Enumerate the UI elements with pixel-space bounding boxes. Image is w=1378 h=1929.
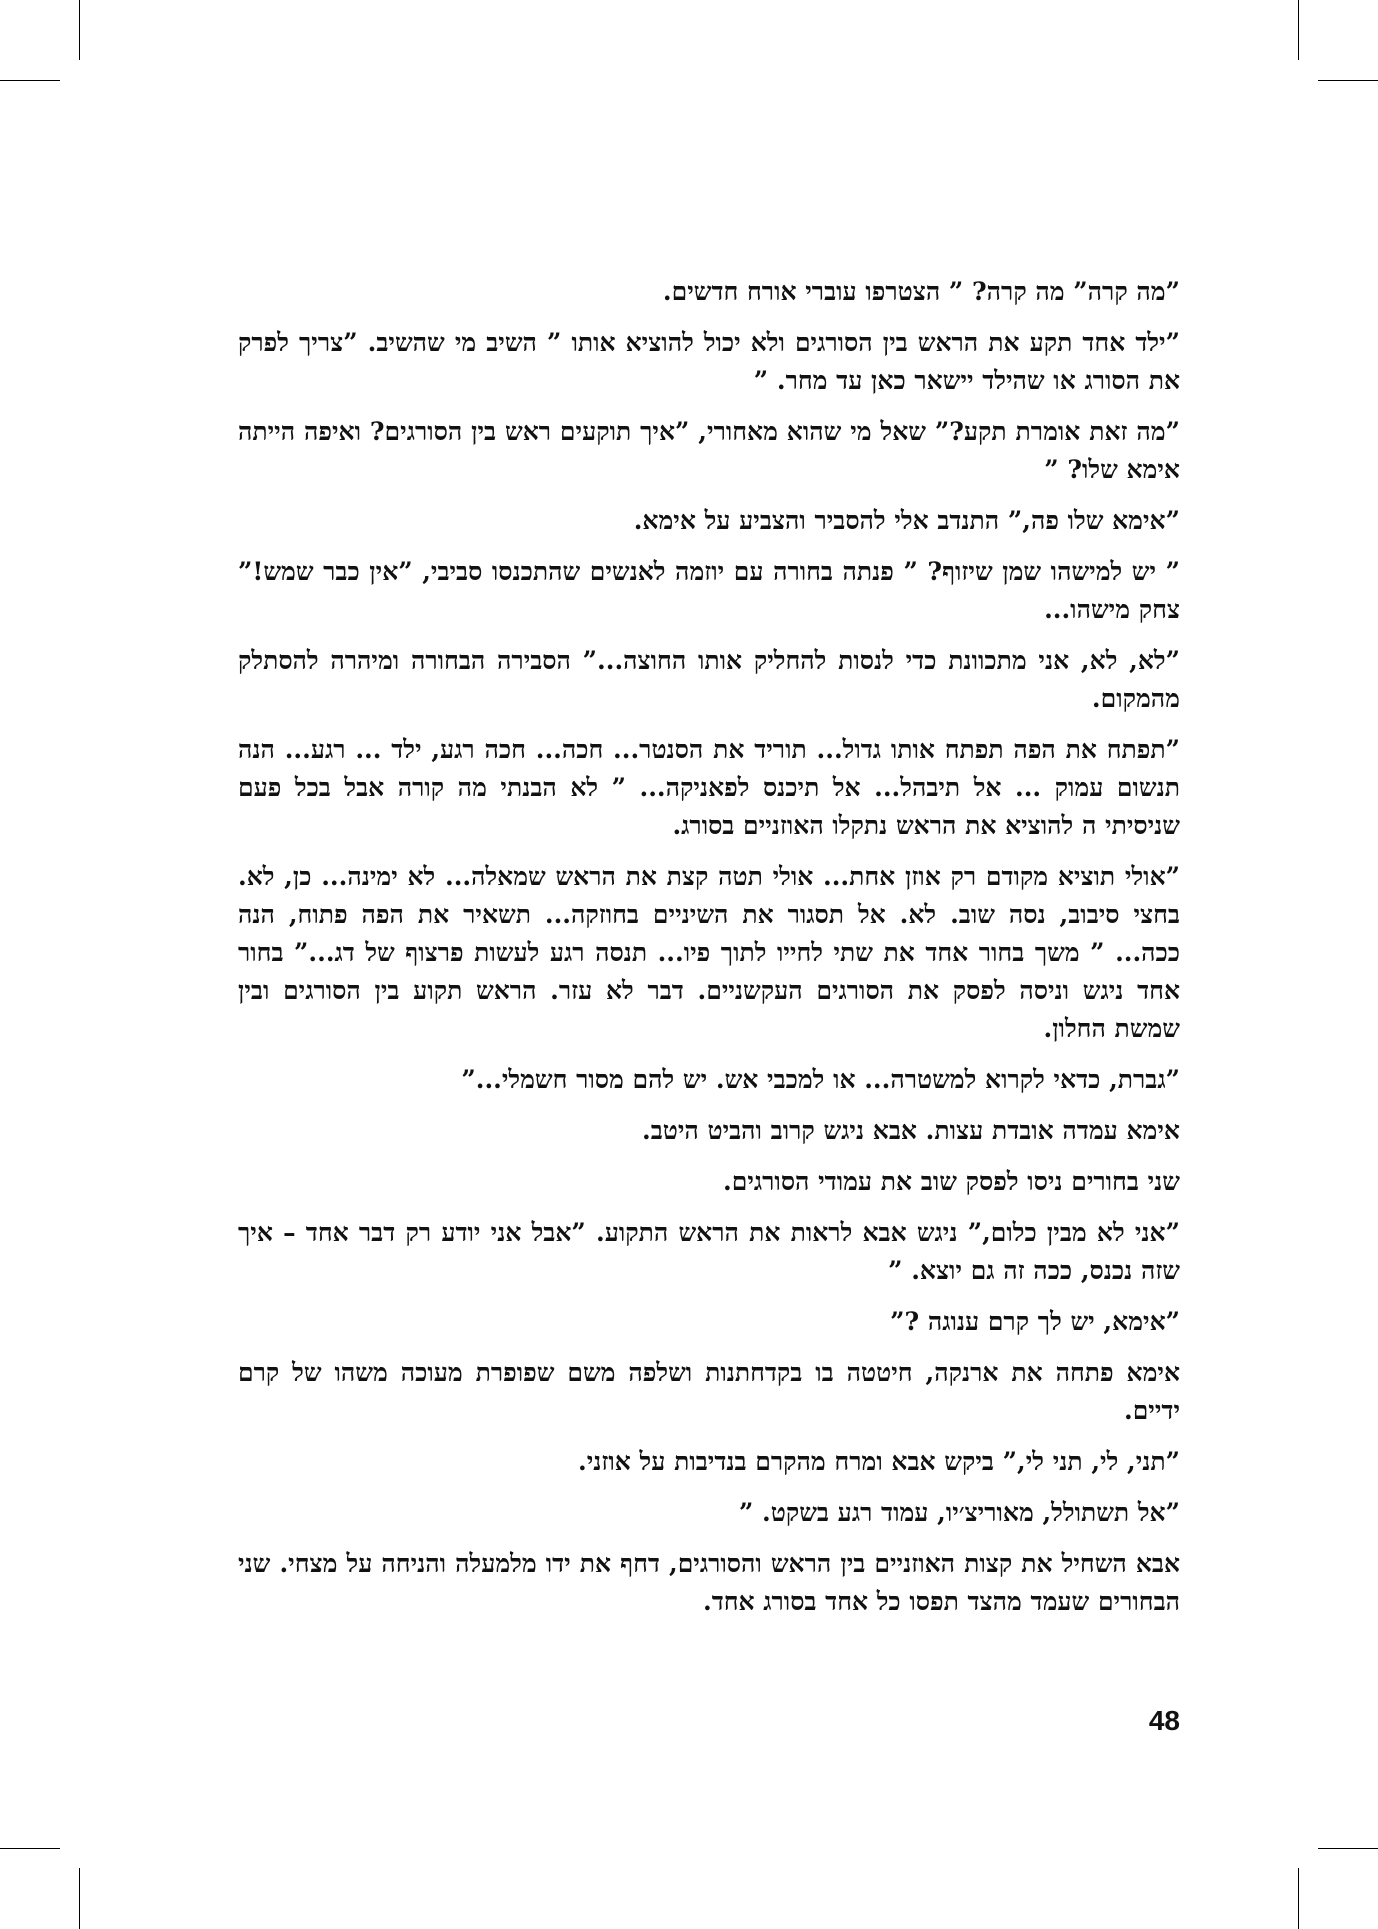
paragraph: ”אימא שלו פה,” התנדב אלי להסביר והצביע על אימא. [633,506,1180,535]
paragraph: אבא השחיל את קצות האוזניים בין הראש והסורגים, דחף את ידו מלמעלה והניחה על מצחי. שני הבחורים שעמד מהצד תפסו כל אחד בסורג אחד. [238,1549,1180,1616]
crop-mark-top-right-vertical [1298,0,1299,60]
paragraph: שני בחורים ניסו לפסק שוב את עמודי הסורגים. [723,1167,1180,1196]
paragraph: ”גברת, כדאי לקרוא למשטרה... או למכבי אש. יש להם מסור חשמלי...” [461,1065,1180,1094]
crop-mark-top-right-horizontal [1318,80,1378,81]
crop-mark-bottom-left-horizontal [0,1848,60,1849]
crop-mark-bottom-right-vertical [1298,1868,1299,1929]
paragraph: ”אני לא מבין כלום,” ניגש אבא לראות את הראש התקוע. ”אבל אני יודע רק דבר אחד – איך שזה נכנס, ככה זה גם יוצא. ” [238,1218,1180,1285]
paragraph: אימא עמדה אובדת עצות. אבא ניגש קרוב והביט היטב. [641,1116,1180,1145]
crop-mark-bottom-left-vertical [79,1868,80,1929]
paragraph: ”לא, לא, אני מתכוונת כדי לנסות להחליק אותו החוצה...” הסבירה הבחורה ומיהרה להסתלק מהמקום. [238,646,1180,713]
paragraph: ”ילד אחד תקע את הראש בין הסורגים ולא יכול להוציא אותו ” השיב מי שהשיב. ”צריך לפרק את הסורג או שהילד יישאר כאן עד מחר. ” [238,328,1180,395]
paragraph: ”מה זאת אומרת תקע?” שאל מי שהוא מאחורי, ”איך תוקעים ראש בין הסורגים? ואיפה הייתה אימא שלו? ” [238,417,1180,484]
paragraph: ”תני, לי, תני לי,” ביקש אבא ומרח מהקרם בנדיבות על אוזני. [578,1447,1180,1476]
paragraph: ”אל תשתולל, מאוריצ׳יו, עמוד רגע בשקט. ” [738,1498,1180,1527]
paragraph: ”תפתח את הפה תפתח אותו גדול... תוריד את הסנטר... חכה... חכה רגע, ילד ... רגע... הנה תנשום עמוק ... אל תיבהל... אל תיכנס לפאניקה... ” לא הבנתי מה קורה אבל בכל פעם שניסיתי ה להוציא את הראש נתקלו האוזניים בסורג. [238,735,1180,840]
paragraph: ”אולי תוציא מקודם רק אוזן אחת... אולי תטה קצת את הראש שמאלה... לא ימינה... כן, לא. בחצי סיבוב, נסה שוב. לא. אל תסגור את השיניים בחוזקה... תשאיר את הפה פתוח, הנה ככה... ” משך בחור אחד את שתי לחייו לתוך פיו... תנסה רגע לעשות פרצוף של דג...” בחור אחד ניגש וניסה לפסק את הסורגים העקשניים. דבר לא עזר. הראש תקוע בין הסורגים ובין שמשת החלון. [238,862,1180,1043]
paragraph: ”מה קרה” מה קרה? ” הצטרפו עוברי אורח חדשים. [662,277,1180,306]
crop-mark-top-left-horizontal [0,80,60,81]
crop-mark-bottom-right-horizontal [1318,1848,1378,1849]
crop-mark-top-left-vertical [79,0,80,60]
paragraph: ”אימא, יש לך קרם ענוגה ?” [890,1307,1180,1336]
page-number: 48 [1148,1705,1180,1736]
page-body-text [238,273,1180,1634]
paragraph: אימא פתחה את ארנקה, חיטטה בו בקדחתנות ושלפה משם שפופרת מעוכה משהו של קרם ידיים. [238,1358,1180,1425]
paragraph: ” יש למישהו שמן שיזוף? ” פנתה בחורה עם יוזמה לאנשים שהתכנסו סביבי, ”אין כבר שמש!” צחק מישהו... [238,557,1180,624]
